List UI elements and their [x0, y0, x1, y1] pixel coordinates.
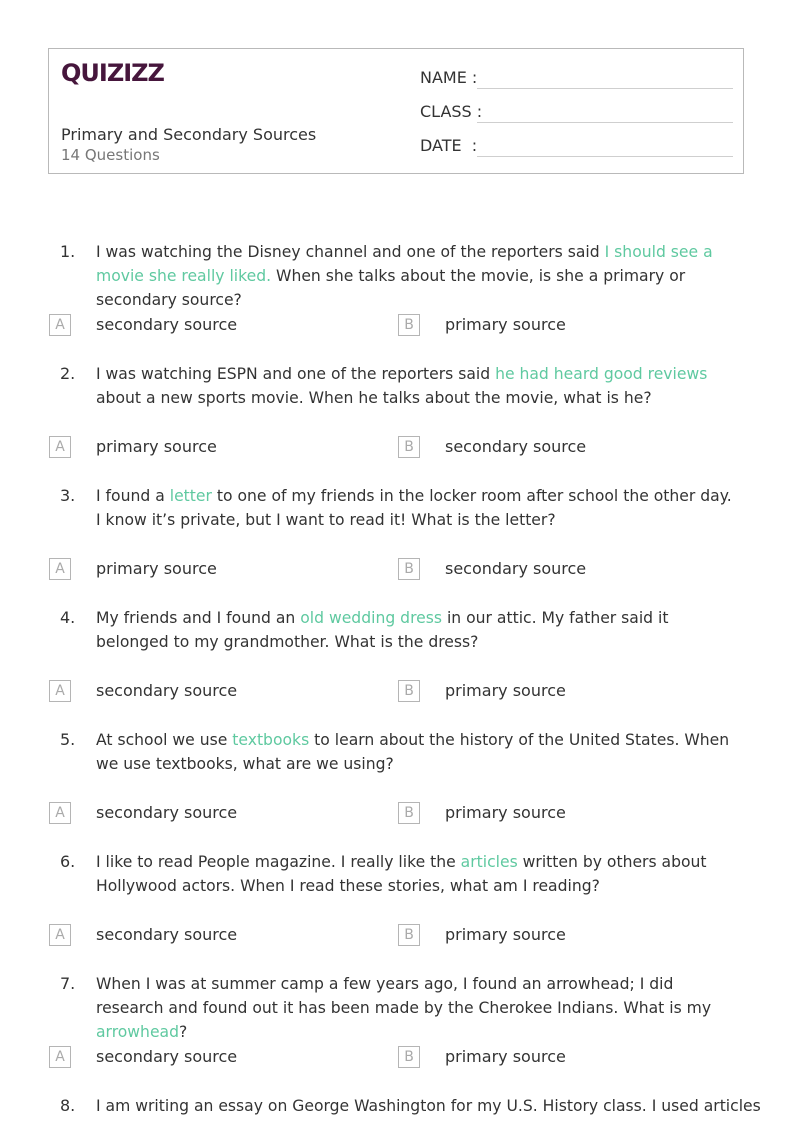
logo-text: QUIZIZZ — [61, 59, 164, 87]
date-field[interactable] — [420, 136, 476, 155]
question-number: 6. — [60, 852, 76, 871]
question-text — [96, 240, 741, 312]
question-text — [96, 728, 741, 776]
question-number: 3. — [60, 486, 76, 505]
option-b-text[interactable]: primary source — [445, 315, 566, 334]
question-text-part: My friends and I found an — [96, 609, 301, 627]
question-highlight: old wedding dress — [300, 609, 442, 627]
option-a-text[interactable]: secondary source — [96, 681, 238, 700]
question-count: 14 Questions — [61, 146, 160, 164]
option-a-text[interactable]: primary source — [96, 559, 217, 578]
option-b-box[interactable]: B — [398, 558, 420, 580]
question-highlight: articles — [460, 853, 518, 871]
quizizz-logo — [61, 58, 164, 88]
option-b-box[interactable]: B — [398, 924, 420, 946]
option-b-box[interactable]: B — [398, 802, 420, 824]
question-text-part: I was watching ESPN and one of the reporters said — [96, 365, 496, 383]
question-highlight: he had heard good reviews — [495, 365, 708, 383]
option-a-box[interactable]: A — [49, 558, 71, 580]
question-highlight: arrowhead — [96, 1023, 179, 1041]
question-number: 2. — [60, 364, 76, 383]
class-field[interactable] — [420, 102, 483, 121]
question-text — [96, 484, 741, 532]
option-a-box[interactable]: A — [49, 680, 71, 702]
question-number: 8. — [60, 1096, 76, 1115]
date-line[interactable] — [477, 156, 733, 157]
question-text-part: At school we use — [96, 731, 233, 749]
question-text-part: ? — [179, 1023, 188, 1041]
question-text-part: When she talks about the movie, is she a primary or secondary source? — [96, 267, 686, 309]
question-text — [96, 362, 741, 410]
option-b-box[interactable]: B — [398, 314, 420, 336]
question-text-part: I like to read People magazine. I really like the — [96, 853, 461, 871]
option-b-text[interactable]: primary source — [445, 925, 566, 944]
worksheet-title: Primary and Secondary Sources — [61, 125, 317, 144]
question-text — [96, 1094, 761, 1118]
option-b-box[interactable]: B — [398, 1046, 420, 1068]
option-b-box[interactable]: B — [398, 436, 420, 458]
class-label: CLASS : — [420, 102, 483, 121]
option-a-box[interactable]: A — [49, 1046, 71, 1068]
option-a-text[interactable]: secondary source — [96, 1047, 238, 1066]
question-text-part: in our attic. My father said it belonged to my grandmother. What is the dress? — [96, 609, 669, 651]
question-text-part: written by others about Hollywood actors. When I read these stories, what am I reading? — [96, 853, 707, 895]
option-b-text[interactable]: secondary source — [445, 437, 587, 456]
question-number: 7. — [60, 974, 76, 993]
option-b-text[interactable]: primary source — [445, 803, 566, 822]
option-a-box[interactable]: A — [49, 802, 71, 824]
option-b-box[interactable]: B — [398, 680, 420, 702]
option-a-text[interactable]: secondary source — [96, 925, 238, 944]
question-text — [96, 606, 741, 654]
option-a-text[interactable]: primary source — [96, 437, 217, 456]
option-a-text[interactable]: secondary source — [96, 315, 238, 334]
question-number: 4. — [60, 608, 76, 627]
question-highlight: letter — [169, 487, 212, 505]
option-b-text[interactable]: primary source — [445, 1047, 566, 1066]
question-text-part: When I was at summer camp a few years ago, I found an arrowhead; I did research and found out it has been made by the Cherokee Indians. What is my — [96, 975, 712, 1017]
question-text-part: I found a — [96, 487, 170, 505]
question-text — [96, 972, 741, 1044]
class-line[interactable] — [477, 122, 733, 123]
option-b-text[interactable]: primary source — [445, 681, 566, 700]
question-text-part: I was watching the Disney channel and one of the reporters said — [96, 243, 605, 261]
question-text — [96, 850, 741, 898]
name-label: NAME : — [420, 68, 478, 87]
option-a-text[interactable]: secondary source — [96, 803, 238, 822]
option-b-text[interactable]: secondary source — [445, 559, 587, 578]
date-label: DATE : — [420, 136, 478, 155]
question-text-part: to one of my friends in the locker room after school the other day. I know it’s private, but I want to read it! What is the letter? — [96, 487, 732, 529]
option-a-box[interactable]: A — [49, 314, 71, 336]
question-text-part: I am writing an essay on George Washington for my U.S. History class. I used articles — [96, 1097, 761, 1115]
option-a-box[interactable]: A — [49, 924, 71, 946]
option-a-box[interactable]: A — [49, 436, 71, 458]
question-text-part: to learn about the history of the United States. When we use textbooks, what are we using? — [96, 731, 730, 773]
name-line[interactable] — [477, 88, 733, 89]
question-number: 1. — [60, 242, 76, 261]
name-field[interactable] — [420, 68, 476, 87]
question-number: 5. — [60, 730, 76, 749]
question-highlight: textbooks — [232, 731, 310, 749]
question-highlight: I should see a movie she really liked. — [96, 243, 713, 285]
worksheet-header — [48, 48, 744, 174]
question-text-part: about a new sports movie. When he talks about the movie, what is he? — [96, 389, 652, 407]
